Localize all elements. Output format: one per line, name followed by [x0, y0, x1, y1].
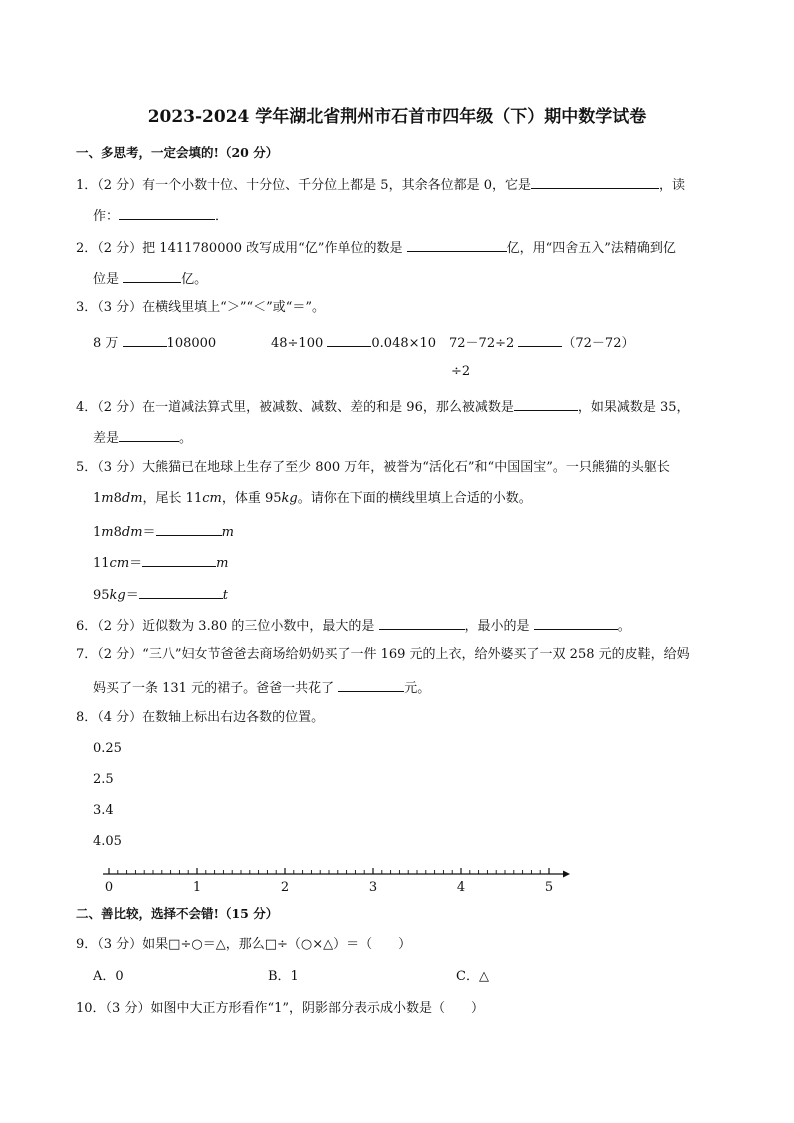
unit-dm: dm [121, 491, 143, 506]
unit-dm: dm [121, 525, 143, 540]
section-heading-2: 二、善比较，选择不会错!（15 分） [76, 906, 279, 921]
number-line[interactable] [0, 858, 794, 894]
question-5-line-1: 5．（3 分）大熊猫已在地球上生存了至少 800 万年，被誉为“活化石”和“中国国宝”。一只熊猫的头躯长 [76, 460, 670, 475]
tick-label: 0 [104, 880, 114, 894]
number-item: 3.4 [93, 803, 114, 818]
question-6-text-mid: ，最小的是 [464, 619, 530, 634]
answer-blank[interactable] [514, 396, 578, 411]
answer-blank[interactable] [379, 615, 465, 630]
question-7-line-1: 7．（2 分）“三八”妇女节爸爸去商场给奶奶买了一件 169 元的上衣，给外婆买了一双 258 元的皮鞋，给妈 [76, 647, 690, 662]
question-2-text-2-tail: 亿。 [181, 272, 208, 287]
q3-b-right: 0.048×10 [371, 336, 437, 351]
number-item: 2.5 [93, 772, 114, 787]
question-6-text: 6．（2 分）近似数为 3.80 的三位小数中，最大的是 [76, 619, 375, 634]
answer-blank[interactable] [119, 205, 215, 220]
answer-blank[interactable] [142, 552, 216, 567]
q3-a-left: 8 万 [93, 336, 119, 351]
tick-label: 2 [280, 880, 290, 894]
question-4-text-tail: ，如果减数是 35， [577, 400, 690, 415]
question-5-line-2 [93, 490, 532, 508]
question-2-text-mid: 亿，用“四舍五入”法精确到亿 [506, 241, 676, 256]
question-3-part-c [449, 332, 634, 353]
q5-r1: 8 [113, 525, 122, 540]
tick-label: 5 [544, 880, 554, 894]
unit-cm: cm [109, 556, 130, 571]
q3-c-right: （72－72） [562, 336, 635, 351]
q5-r3: 95 [93, 588, 110, 603]
q5-r2: 11 [93, 556, 110, 571]
equals: ＝ [125, 588, 139, 603]
question-3-part-a [93, 332, 216, 353]
answer-blank[interactable] [123, 268, 181, 283]
equals: ＝ [129, 556, 143, 571]
unit-m: m [101, 491, 114, 506]
question-3-line-1: 3．（3 分）在横线里填上“＞”“＜”或“＝”。 [76, 300, 326, 315]
number-item: 0.25 [93, 741, 122, 756]
question-6-text-tail: 。 [617, 619, 631, 634]
question-4-line-2 [93, 427, 192, 448]
question-5-row-1 [93, 521, 234, 542]
q5-text: 8 [113, 491, 122, 506]
answer-blank[interactable] [123, 332, 167, 347]
question-1-text-2-tail: ． [215, 209, 229, 224]
answer-blank[interactable] [338, 677, 404, 692]
option-c[interactable]: C．△ [456, 969, 489, 984]
question-2-line-2 [93, 268, 207, 289]
answer-blank[interactable] [119, 427, 179, 442]
question-4-text-2-tail: 。 [179, 431, 193, 446]
tick-label: 3 [368, 880, 378, 894]
question-1-text-tail: ，读 [658, 178, 685, 193]
question-5-row-2 [93, 552, 229, 573]
q3-c-left: 72－72÷2 [449, 336, 515, 351]
axis-arrow-icon [563, 871, 570, 878]
question-4-text: 4．（2 分）在一道减法算式里，被减数、减数、差的和是 96，那么被减数是 [76, 400, 514, 415]
question-5-row-3 [93, 584, 228, 605]
unit-t: t [222, 588, 228, 603]
answer-blank[interactable] [531, 174, 659, 189]
tick-label: 4 [456, 880, 466, 894]
answer-blank[interactable] [407, 237, 507, 252]
answer-blank[interactable] [518, 332, 562, 347]
question-8-line-1: 8．（4 分）在数轴上标出右边各数的位置。 [76, 710, 325, 725]
question-4-line-1 [76, 396, 690, 417]
question-9-line-1: 9．（3 分）如果□÷○＝△，那么□÷（○×△）＝（ ） [76, 937, 412, 952]
question-1-line-2 [93, 205, 228, 226]
question-4-text-2: 差是 [93, 431, 120, 446]
question-7-text-2-tail: 元。 [404, 681, 431, 696]
q5-r1: 1 [93, 525, 102, 540]
answer-blank[interactable] [327, 332, 371, 347]
unit-kg: kg [281, 491, 298, 506]
question-7-line-2 [93, 677, 430, 698]
answer-blank[interactable] [139, 584, 223, 599]
tick-label: 1 [192, 880, 202, 894]
question-1-text-2: 作： [93, 209, 120, 224]
equals: ＝ [142, 525, 156, 540]
q3-b-left: 48÷100 [271, 336, 324, 351]
question-6-line-1 [76, 615, 631, 636]
q5-text: 。请你在下面的横线里填上合适的小数。 [297, 491, 532, 506]
answer-blank[interactable] [534, 615, 618, 630]
unit-kg: kg [109, 588, 126, 603]
q5-text: 1 [93, 491, 102, 506]
number-item: 4.05 [93, 834, 122, 849]
option-b[interactable]: B．1 [268, 969, 299, 984]
question-1-line-1 [76, 174, 685, 195]
q5-text: ，体重 95 [221, 491, 282, 506]
q3-a-right: 108000 [166, 336, 217, 351]
question-10-line-1: 10．（3 分）如图中大正方形看作“1”，阴影部分表示成小数是（ ） [76, 1001, 485, 1016]
question-2-text-2: 位是 [93, 272, 120, 287]
unit-m: m [216, 556, 229, 571]
option-a[interactable]: A．0 [93, 969, 124, 984]
question-3-part-c-cont: ÷2 [451, 364, 471, 379]
question-1-text: 1．（2 分）有一个小数十位、十分位、千分位上都是 5，其余各位都是 0，它是 [76, 178, 531, 193]
q5-text: ，尾长 11 [142, 491, 203, 506]
unit-m: m [101, 525, 114, 540]
answer-blank[interactable] [156, 521, 222, 536]
question-2-line-1 [76, 237, 676, 258]
question-2-text: 2．（2 分）把 1411780000 改写成用“亿”作单位的数是 [76, 241, 403, 256]
unit-cm: cm [202, 491, 222, 506]
page-title: 2023-2024 学年湖北省荆州市石首市四年级（下）期中数学试卷 [147, 107, 647, 127]
unit-m: m [221, 525, 234, 540]
section-heading-1: 一、多思考，一定会填的!（20 分） [76, 145, 279, 160]
question-3-part-b [271, 332, 436, 353]
question-7-text-2: 妈买了一条 131 元的裙子。爸爸一共花了 [93, 681, 335, 696]
